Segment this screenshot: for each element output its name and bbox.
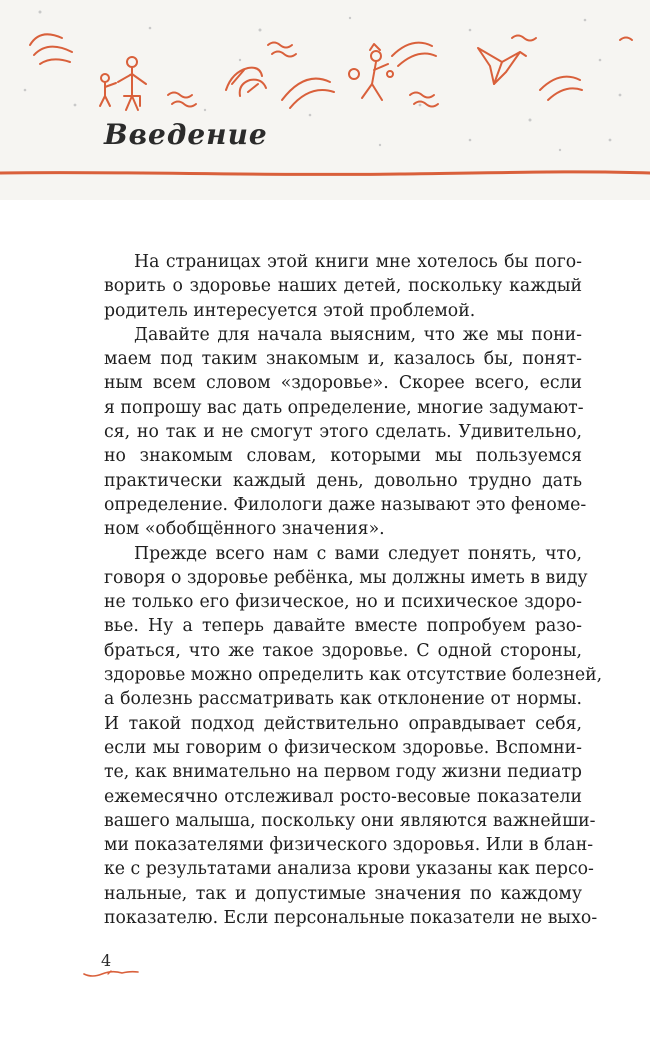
rainbow-arc-icon bbox=[392, 43, 582, 100]
text-line: браться, что же такое здоровье. С одной стороны, bbox=[104, 640, 582, 661]
parent-and-child-icon bbox=[100, 57, 146, 110]
text-line: ном «обобщённого значения». bbox=[104, 519, 385, 540]
text-line: ворить о здоровье наших детей, поскольку каждый bbox=[104, 276, 582, 297]
text-line: маем под таким знакомым и, казалось бы, понят- bbox=[104, 349, 582, 370]
text-line: ке с результатами анализа крови указаны как персо- bbox=[104, 859, 594, 880]
hands-icon bbox=[226, 68, 266, 96]
text-line: На страницах этой книги мне хотелось бы пого- bbox=[134, 252, 582, 272]
sun-arc-icon bbox=[30, 34, 72, 64]
text-line: а болезнь рассматривать как отклонение от нормы. bbox=[104, 689, 582, 710]
page-number: 4 bbox=[101, 951, 112, 970]
paragraph bbox=[104, 323, 587, 542]
title-underline-rule bbox=[0, 163, 650, 183]
text-line: если мы говорим о физическом здоровье. Вспомни- bbox=[104, 737, 582, 758]
text-line: я попрошу вас дать определение, многие задумают- bbox=[104, 397, 584, 418]
text-line: определение. Филологи даже называют это феноме- bbox=[104, 494, 587, 515]
body-text bbox=[104, 250, 603, 930]
paragraph bbox=[104, 542, 603, 931]
wave-squiggle-icon bbox=[168, 36, 632, 107]
text-line: Давайте для начала выясним, что же мы пони- bbox=[134, 324, 582, 345]
text-line: говоря о здоровье ребёнка, мы должны иметь в виду bbox=[104, 567, 588, 588]
paragraph bbox=[104, 250, 582, 323]
text-line: но знакомым словам, которыми мы пользуемся bbox=[104, 446, 582, 467]
text-line: ежемесячно отслеживал росто-весовые показатели bbox=[104, 786, 582, 807]
text-line: ным всем словом «здоровье». Скорее всего, если bbox=[104, 373, 582, 394]
chapter-title: Введение bbox=[104, 118, 268, 151]
text-line: родитель интересуется этой проблемой. bbox=[104, 300, 476, 321]
origami-bird-icon bbox=[478, 48, 526, 84]
rainbow-arc-icon bbox=[282, 79, 334, 108]
text-line: вье. Ну а теперь давайте вместе попробуем разо- bbox=[104, 616, 582, 637]
child-with-toys-icon bbox=[349, 44, 393, 100]
text-line: ся, но так и не смогут этого сделать. Удивительно, bbox=[104, 422, 582, 443]
text-line: Прежде всего нам с вами следует понять, что, bbox=[134, 543, 582, 564]
text-line: практически каждый день, довольно трудно дать bbox=[104, 470, 582, 491]
text-line: те, как внимательно на первом году жизни педиатр bbox=[104, 762, 582, 783]
page-number-swash-icon bbox=[82, 966, 142, 980]
text-line: нальные, так и допустимые значения по каждому bbox=[104, 883, 582, 904]
text-line: И такой подход действительно оправдывает себя, bbox=[104, 713, 582, 734]
text-line: здоровье можно определить как отсутствие болезней, bbox=[104, 665, 603, 686]
text-line: ми показателями физического здоровья. Или в блан- bbox=[104, 835, 594, 856]
text-line: показателю. Если персональные показатели не выхо- bbox=[104, 908, 598, 929]
text-line: вашего малыша, поскольку они являются важнейши- bbox=[104, 810, 596, 831]
text-line: не только его физическое, но и психическое здоро- bbox=[104, 592, 582, 613]
